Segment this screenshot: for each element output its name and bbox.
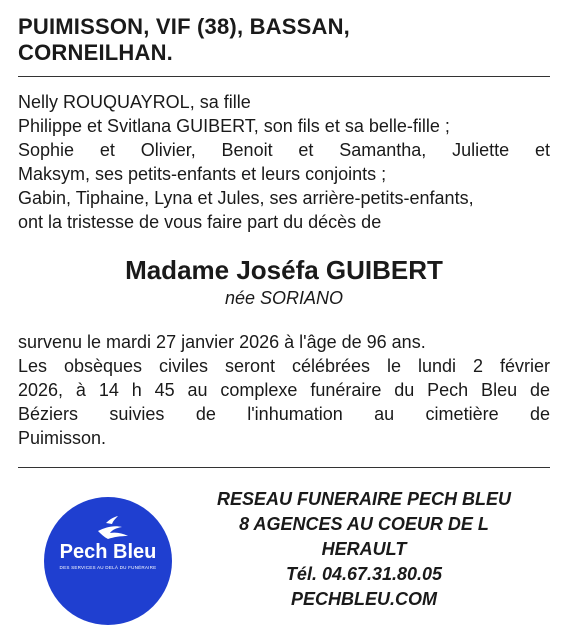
agency-line: HERAULT bbox=[321, 539, 407, 559]
heading-line-2: CORNEILHAN. bbox=[18, 40, 173, 65]
details-line: 2026, à 14 h 45 au complexe funéraire du Pech Bleu de bbox=[18, 380, 550, 400]
details-line: Les obsèques civiles seront célébrées le lundi 2 février bbox=[18, 356, 550, 376]
deceased-name: Madame Joséfa GUIBERT bbox=[125, 255, 443, 285]
divider-top bbox=[18, 76, 550, 77]
family-line: Philippe et Svitlana GUIBERT, son fils et sa belle-fille ; bbox=[18, 116, 450, 136]
family-line: Sophie et Olivier, Benoit et Samantha, Juliette et bbox=[18, 140, 550, 160]
family-line: ont la tristesse de vous faire part du décès de bbox=[18, 212, 382, 232]
family-line: Maksym, ses petits-enfants et leurs conjoints ; bbox=[18, 164, 387, 184]
agency-phone: Tél. 04.67.31.80.05 bbox=[285, 564, 443, 584]
family-announcement bbox=[18, 90, 550, 234]
logo-name: Pech Bleu bbox=[59, 541, 157, 563]
agency-line: 8 AGENCES AU COEUR DE L bbox=[239, 514, 489, 534]
agency-contact bbox=[194, 487, 534, 612]
agency-website: PECHBLEU.COM bbox=[290, 589, 437, 609]
details-line: survenu le mardi 27 janvier 2026 à l'âge de 96 ans. bbox=[18, 332, 426, 352]
heading-line-1: PUIMISSON, VIF (38), BASSAN, bbox=[18, 14, 350, 39]
family-line: Gabin, Tiphaine, Lyna et Jules, ses arrière-petits-enfants, bbox=[18, 188, 474, 208]
funeral-details bbox=[18, 330, 550, 450]
details-line: Béziers suivies de l'inhumation au cimetière de bbox=[18, 404, 550, 424]
notice-heading bbox=[18, 14, 350, 66]
family-line: Nelly ROUQUAYROL, sa fille bbox=[18, 92, 251, 112]
logo-tagline: DES SERVICES AU DELÀ DU FUNÉRAIRE bbox=[59, 565, 157, 570]
divider-bottom bbox=[18, 467, 550, 468]
agency-line: RESEAU FUNERAIRE PECH BLEU bbox=[216, 489, 512, 509]
maiden-name: née SORIANO bbox=[224, 288, 344, 308]
pech-bleu-logo bbox=[44, 497, 172, 625]
details-line: Puimisson. bbox=[18, 428, 107, 448]
